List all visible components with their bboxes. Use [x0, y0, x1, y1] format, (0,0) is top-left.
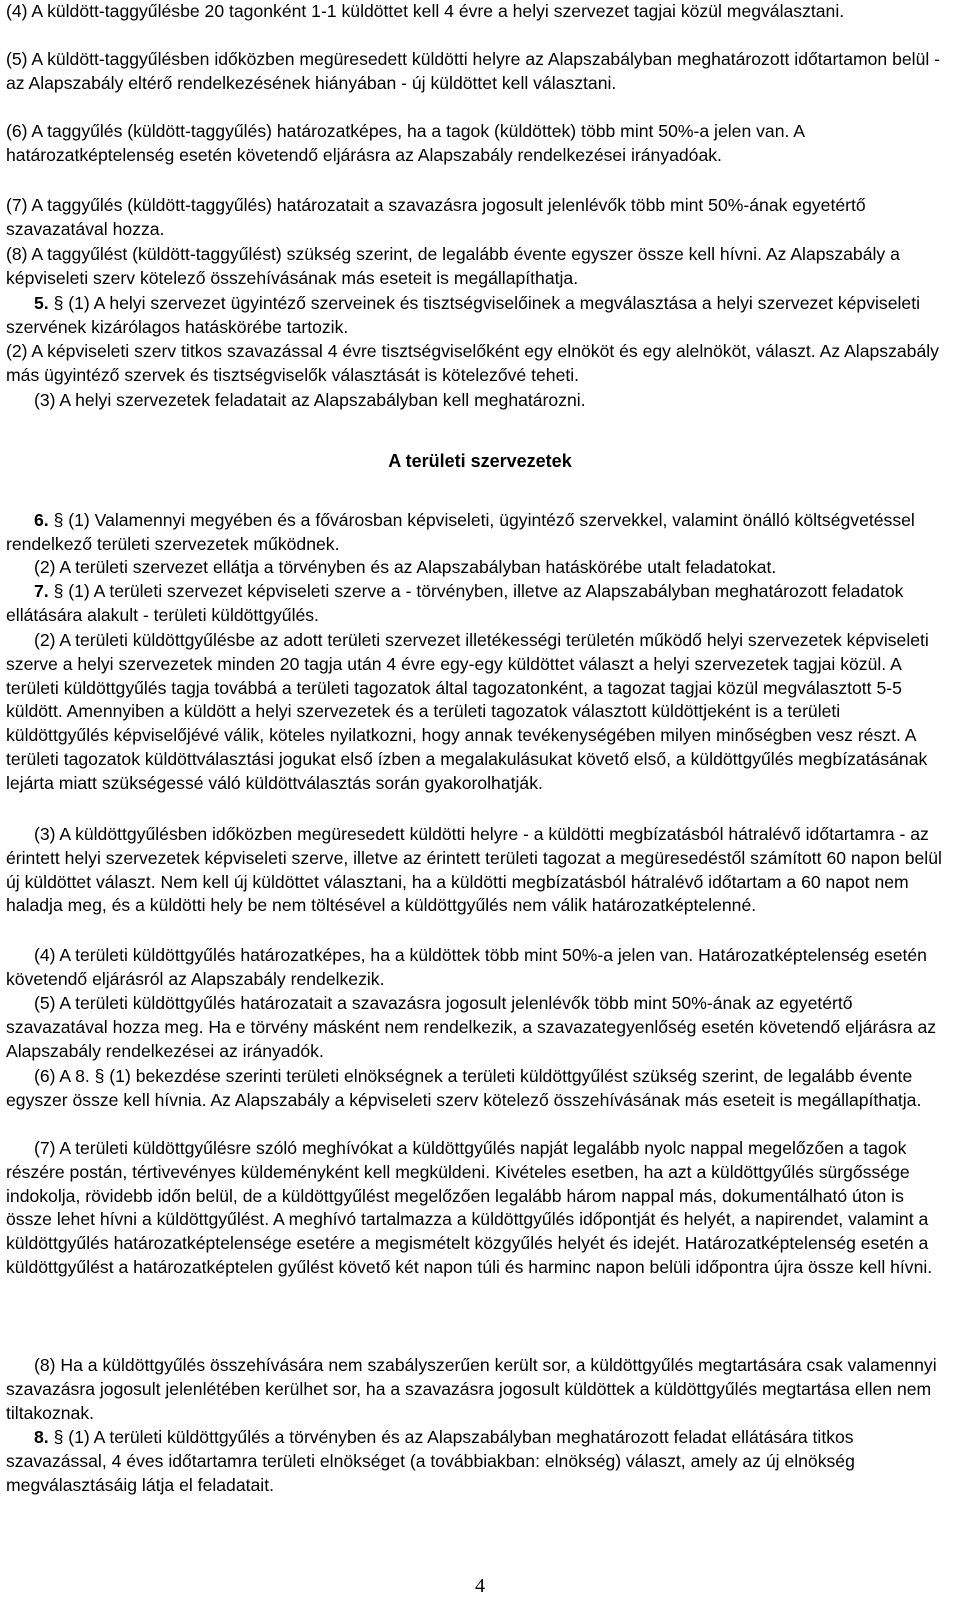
paragraph-4-8: (8) A taggyűlést (küldött-taggyűlést) szükség szerint, de legalább évente egyszer össze kell hívni. Az Alapszabály a képviseleti szerv kötelező összehívásának más eseteit is megállapíthatja. — [6, 244, 900, 288]
paragraph-4-6: (6) A taggyűlés (küldött-taggyűlés) határozatképes, ha a tagok (küldöttek) több mint 50%-a jelen van. A határozatképtelenség esetén követendő eljárásra az Alapszabály rendelkezései irányadóak. — [6, 121, 805, 165]
section-number: 5. — [34, 293, 49, 313]
section-8-paragraph-1 — [6, 1426, 946, 1497]
section-5-paragraph-2: (2) A képviseleti szerv titkos szavazással 4 évre tisztségviselőként egy elnököt és egy alelnököt, választ. Az Alapszabály más ügyintéző szervek és tisztségviselők választását is kötelezővé teheti. — [6, 341, 939, 385]
section-number: 8. — [34, 1427, 49, 1447]
section-text: § (1) A helyi szervezet ügyintéző szerveinek és tisztségviselőinek a megválasztása a helyi szervezet képviseleti szervének kizárólagos hatáskörébe tartozik. — [6, 293, 920, 337]
section-7-paragraph-7: (7) A területi küldöttgyűlésre szóló meghívókat a küldöttgyűlés napját legalább nyolc nappal megelőzően a tagok részére postán, tértivevényes küldeményként kell megküldeni. Kivételes esetben, ha azt a küldöttgyűlés sürgőssége indokolja, rövidebb időn belül, de a küldöttgyűlést megelőzően legalább három nappal más, dokumentálható úton is össze lehet hívni a küldöttgyűlést. A meghívó tartalmazza a küldöttgyűlés időpontját és helyét, a napirendet, valamint a küldöttgyűlés határozatképtelensége esetére a megismételt közgyűlés helyét és idejét. Határozatképtelenség esetén a küldöttgyűlést a határozatképtelen gyűlést követő két napon túli és harminc napon belüli időpontra újra össze kell hívni. — [6, 1138, 933, 1277]
section-7-paragraph-3: (3) A küldöttgyűlésben időközben megüresedett küldötti helyre - a küldötti megbízatásból hátralévő időtartamra - az érintett helyi szervezetek képviseleti szerve, illetve az érintett területi tagozat a megüresedéstől számított 60 napon belül új küldöttet választ. Nem kell új küldöttet választani, ha a küldötti megbízatásból hátralévő időtartam a 60 napot nem haladja meg, és a küldötti hely be nem töltésével a küldöttgyűlés nem válik határozatképtelenné. — [6, 824, 942, 916]
section-5-paragraph-1 — [6, 292, 946, 340]
section-7-paragraph-8: (8) Ha a küldöttgyűlés összehívására nem szabályszerűen került sor, a küldöttgyűlés megtartására csak valamennyi szavazásra jogosult jelenlétében kerülhet sor, ha a szavazásra jogosult küldöttek a küldöttgyűlés megtartása ellen nem tiltakoznak. — [6, 1355, 937, 1423]
page-number: 4 — [475, 1575, 485, 1597]
section-number: 7. — [34, 581, 49, 601]
paragraph-4-4: (4) A küldött-taggyűlésbe 20 tagonként 1-1 küldöttet kell 4 évre a helyi szervezet tagjai közül megválasztani. — [6, 1, 845, 21]
section-text: § (1) A területi küldöttgyűlés a törvényben és az Alapszabályban meghatározott feladat ellátására titkos szavazással, 4 éves időtartamra területi elnökséget (a továbbiakban: elnökség) választ, amely az új elnökség megválasztásáig látja el feladatait. — [6, 1427, 855, 1495]
section-text: § (1) A területi szervezet képviseleti szerve a - törvényben, illetve az Alapszabályban meghatározott feladatok ellátására alakult - területi küldöttgyűlés. — [6, 581, 904, 625]
section-7-paragraph-5: (5) A területi küldöttgyűlés határozatait a szavazásra jogosult jelenlévők több mint 50%-ának az egyetértő szavazatával hozza meg. Ha e törvény másként nem rendelkezik, a szavazategyenlőség esetén követendő eljárásra az Alapszabály rendelkezései az irányadók. — [6, 993, 937, 1061]
paragraph-4-7: (7) A taggyűlés (küldött-taggyűlés) határozatait a szavazásra jogosult jelenlévők több mint 50%-ának egyetértő szavazatával hozza. — [6, 195, 866, 239]
section-5-paragraph-3: (3) A helyi szervezetek feladatait az Alapszabályban kell meghatározni. — [34, 390, 586, 410]
section-7-paragraph-6: (6) A 8. § (1) bekezdése szerinti területi elnökségnek a területi küldöttgyűlést szükség szerint, de legalább évente egyszer össze kell hívnia. Az Alapszabály a képviseleti szerv kötelező összehívásának más eseteit is megállapíthatja. — [6, 1066, 922, 1110]
section-6-paragraph-1 — [6, 509, 946, 557]
section-7-paragraph-1 — [6, 580, 946, 628]
section-7-paragraph-2: (2) A területi küldöttgyűlésbe az adott területi szervezet illetékességi területén működő helyi szervezetek képviseleti szerve a helyi szervezetek minden 20 tagja után 4 évre egy-egy küldöttet választ a helyi szervezetek tagjai közül. A területi küldöttgyűlés tagja továbbá a területi tagozatok által tagozatonként, a tagozat tagjai közül megválasztott 5-5 küldött. Amennyiben a küldött a helyi szervezetek és a területi tagozatok választott küldöttjeként is a területi küldöttgyűlés képviselőjévé válik, köteles nyilatkozni, hogy annak tevékenységében milyen minőségben vesz részt. A területi tagozatok küldöttválasztási jogukat első ízben a megalakulásukat követő első, a küldöttgyűlés megbízatásának lejárta miatt szükségessé váló küldöttválasztás során gyakorolhatják. — [6, 630, 929, 793]
paragraph-4-5: (5) A küldött-taggyűlésben időközben megüresedett küldötti helyre az Alapszabályban meghatározott időtartamon belül - az Alapszabály eltérő rendelkezésének hiányában - új küldöttet kell választani. — [6, 49, 941, 93]
section-6-paragraph-2: (2) A területi szervezet ellátja a törvényben és az Alapszabályban hatáskörébe utalt feladatokat. — [34, 557, 777, 577]
section-heading: A területi szervezetek — [388, 451, 572, 471]
section-number: 6. — [34, 510, 49, 530]
section-7-paragraph-4: (4) A területi küldöttgyűlés határozatképes, ha a küldöttek több mint 50%-a jelen van. Határozatképtelenség esetén követendő eljárásról az Alapszabály rendelkezik. — [6, 945, 927, 989]
section-text: § (1) Valamennyi megyében és a fővárosban képviseleti, ügyintéző szervekkel, valamint önálló költségvetéssel rendelkező területi szervezetek működnek. — [6, 510, 915, 554]
